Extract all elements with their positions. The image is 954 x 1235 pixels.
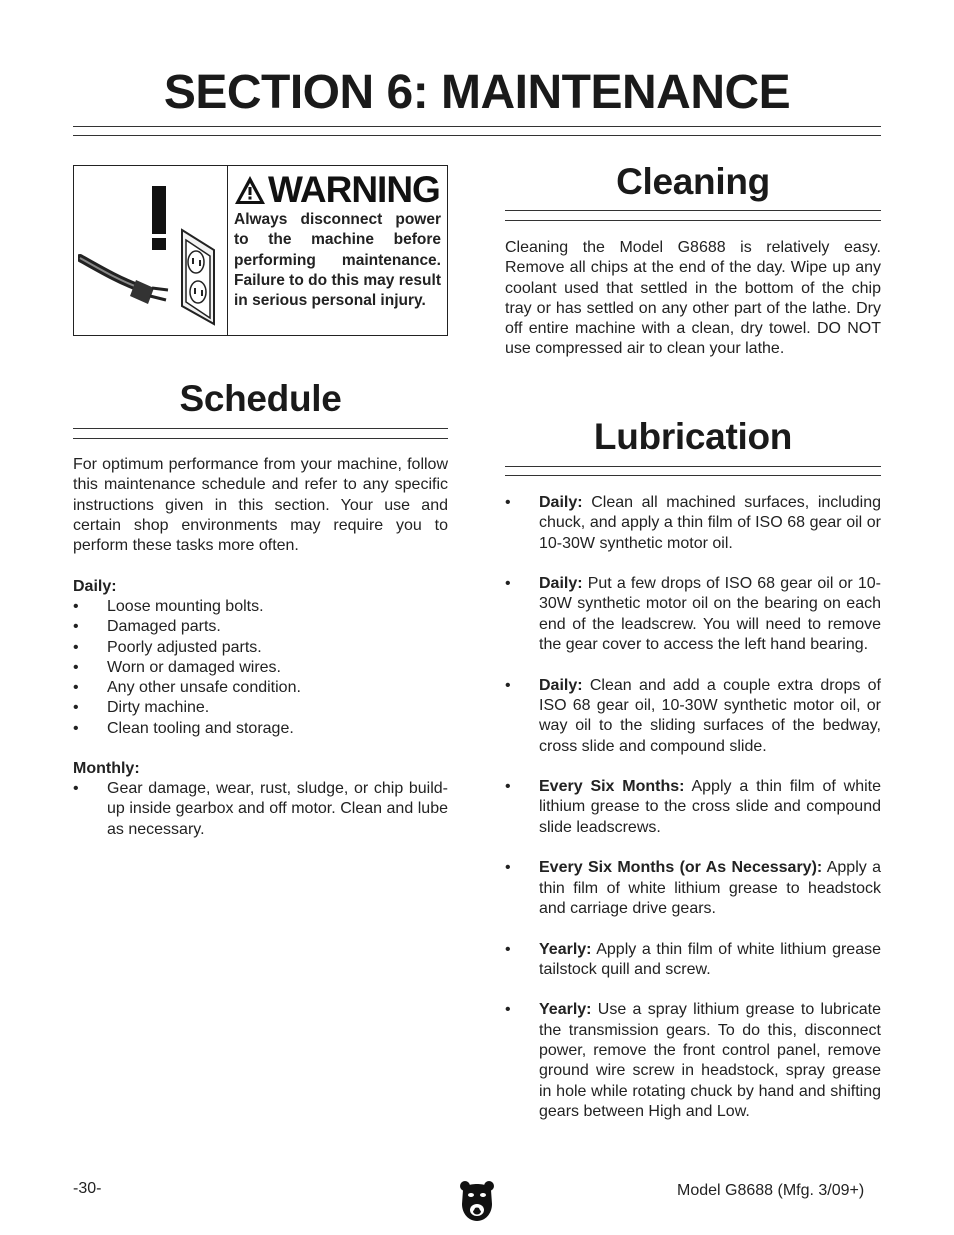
list-item: • Dirty machine. xyxy=(73,699,210,717)
bear-logo-icon xyxy=(459,1180,495,1222)
daily-list xyxy=(73,597,448,739)
warning-box xyxy=(73,165,448,336)
warning-triangle-icon xyxy=(234,174,266,206)
cleaning-rule-top xyxy=(505,210,881,211)
lubrication-heading: Lubrication xyxy=(593,416,793,457)
daily-label: Daily: xyxy=(73,578,117,595)
cleaning-rule-bottom xyxy=(505,220,881,221)
cleaning-text: Cleaning the Model G8688 is relatively easy. Remove all chips at the end of the day. Wipe up any coolant used that settled in the bottom of the chip tray or has settled on any other part of the lathe. Dry off entire machine with a clean, dry towel. DO NOT use compressed air to clean your lathe. xyxy=(505,239,881,358)
lubrication-rule-bottom xyxy=(505,475,881,476)
list-item: • Every Six Months: Apply a thin film of white lithium grease to the cross slide and compound slide leadscrews. xyxy=(505,778,882,836)
schedule-heading: Schedule xyxy=(179,378,342,419)
list-item: • Every Six Months (or As Necessary): Apply a thin film of white lithium grease to headstock and carriage drive gears. xyxy=(505,859,882,917)
list-item: • Clean tooling and storage. xyxy=(73,719,294,737)
list-item: • Loose mounting bolts. xyxy=(73,598,264,615)
page-title: SECTION 6: MAINTENANCE xyxy=(163,66,791,119)
lubrication-list xyxy=(505,493,881,1143)
list-item: • Daily: Put a few drops of ISO 68 gear oil or 10-30W synthetic motor oil on the bearing on each end of the leadscrew. You will need to remove the gear cover to access the left hand bearing. xyxy=(505,575,881,654)
list-item: • Any other unsafe condition. xyxy=(73,679,301,697)
list-item: • Yearly: Use a spray lithium grease to lubricate the transmission gears. To do this, disconnect power, remove the front control panel, remove ground wire screw in headstock, spray grease in hole while rotating chuck by hand and shifting gears between High and Low. xyxy=(505,1001,881,1120)
schedule-rule-top xyxy=(73,428,448,429)
schedule-rule-bottom xyxy=(73,438,448,439)
list-item: • Yearly: Apply a thin film of white lithium grease tailstock quill and screw. xyxy=(505,940,881,978)
list-item: • Poorly adjusted parts. xyxy=(73,638,262,656)
list-item: • Daily: Clean all machined surfaces, including chuck, and apply a thin film of ISO 68 gear oil or 10-30W synthetic motor oil. xyxy=(505,494,881,552)
warning-header xyxy=(234,170,440,210)
monthly-label: Monthly: xyxy=(73,760,140,777)
list-item: • Gear damage, wear, rust, sludge, or chip build-up inside gearbox and off motor. Clean and lube as necessary. xyxy=(73,780,448,838)
list-item: • Worn or damaged wires. xyxy=(73,658,281,676)
warning-text: Always disconnect power to the machine before performing maintenance. Failure to do this may result in serious personal injury. xyxy=(234,211,441,310)
title-rule-bottom xyxy=(73,135,881,136)
warning-divider xyxy=(227,166,228,335)
page-number: -30- xyxy=(73,1180,102,1197)
cleaning-heading: Cleaning xyxy=(616,161,770,202)
title-rule-top xyxy=(73,126,881,127)
model-info: Model G8688 (Mfg. 3/09+) xyxy=(677,1182,865,1199)
schedule-intro: For optimum performance from your machine, follow this maintenance schedule and refer to any specific instructions given in this section. Your use and certain shop environments may require you to perform these tasks more often. xyxy=(73,456,448,555)
warning-label: WARNING xyxy=(268,169,440,210)
list-item: • Daily: Clean and add a couple extra drops of ISO 68 gear oil, 10-30W synthetic motor oil, or way oil to the sliding surfaces of the bedway, cross slide and compound slide. xyxy=(505,676,881,755)
lubrication-rule-top xyxy=(505,466,881,467)
unplug-warning-icon xyxy=(78,172,224,332)
monthly-list xyxy=(73,779,448,840)
list-item: • Damaged parts. xyxy=(73,618,221,636)
